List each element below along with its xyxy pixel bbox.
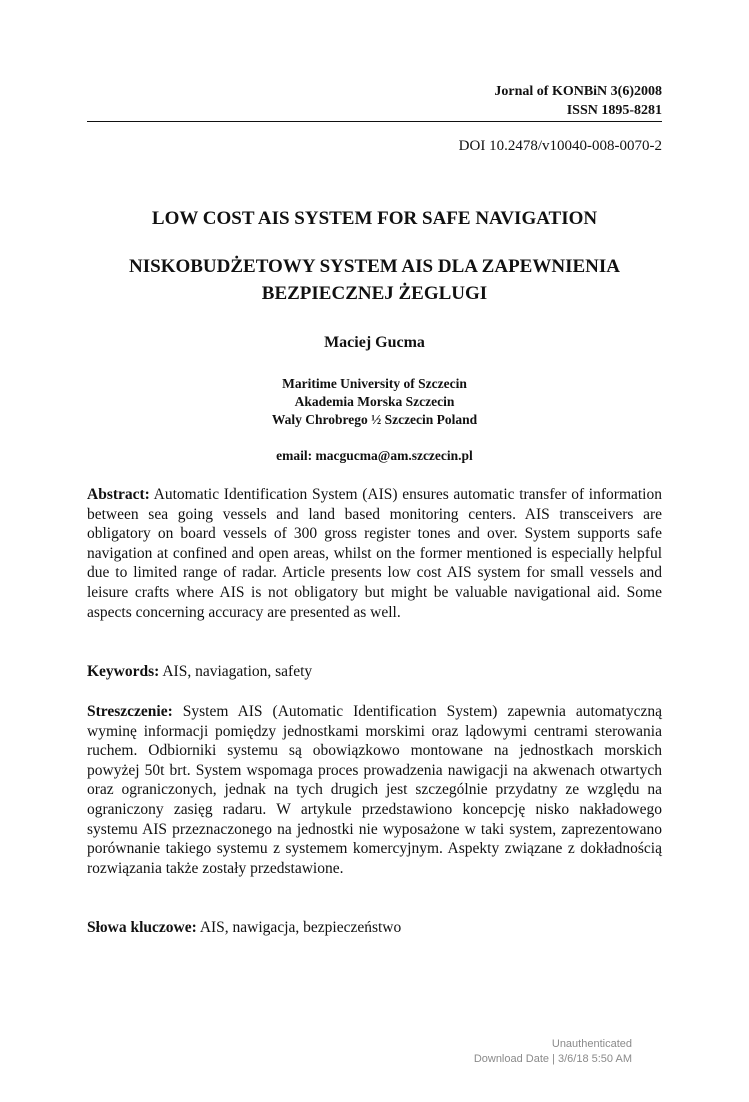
affiliation-line: Akademia Morska Szczecin (294, 394, 455, 409)
paper-title-en: LOW COST AIS SYSTEM FOR SAFE NAVIGATION (151, 208, 598, 229)
footer-download-date: Download Date | 3/6/18 5:50 AM (473, 1053, 632, 1065)
paper-title-pl-line1: NISKOBUDŻETOWY SYSTEM AIS DLA ZAPEWNIENIA (129, 256, 620, 277)
abstract-label: Abstract: (87, 486, 150, 503)
doi-line: DOI 10.2478/v10040-008-0070-2 (458, 138, 662, 154)
slowa-kluczowe-paragraph (87, 918, 662, 938)
journal-header (87, 82, 662, 122)
slowa-kluczowe-text: AIS, nawigacja, bezpieczeństwo (199, 919, 402, 936)
abstract-text: Automatic Identification System (AIS) ensures automatic transfer of information between sea going vessels and land based monitoring centers. AIS transceivers are obligatory on board vessels of 300 gross register tones and over. System supports safe navigation at confined and open areas, whilst on the former mentioned is especially helpful due to limited range of radar. Article presents low cost AIS system for small vessels and leisure crafts where AIS is not obligatory but might be valuable navigational aid. Some aspects concerning accuracy are presented as well. (87, 486, 662, 621)
journal-name: Jornal of KONBiN 3(6)2008 (494, 84, 662, 99)
slowa-kluczowe-label: Słowa kluczowe: (87, 919, 197, 936)
keywords-paragraph (87, 662, 662, 682)
title-block (87, 206, 662, 307)
footer-unauthenticated: Unauthenticated (551, 1038, 632, 1050)
streszczenie-text: System AIS (Automatic Identification System) zapewnia automatyczną wyminę informacji pomiędzy jednostkami morskimi oraz lądowymi centrami sterowania ruchem. Odbiorniki systemu są obowiązkowo montowane na jednostkach morskich powyżej 50t brt. System wspomaga proces prowadzenia nawigacji na akwenach otwartych oraz ograniczonych, jednak na tych drugich jest szczególnie przydatny ze względu na ograniczony zasięg radaru. W artykule przedstawiono koncepcję nisko nakładowego systemu AIS przeznaczonego na jednostki nie wyposażone w taki system, zaprezentowano porównanie takiego systemu z systemem komercyjnym. Aspekty związane z dokładnością rozwiązania także zostały przedstawione. (87, 703, 662, 877)
keywords-text: AIS, naviagation, safety (162, 663, 313, 680)
header-divider (87, 121, 662, 122)
streszczenie-paragraph (87, 702, 662, 878)
keywords-label: Keywords: (87, 663, 160, 680)
author-name: Maciej Gucma (324, 334, 425, 351)
author-email: email: macgucma@am.szczecin.pl (276, 448, 473, 463)
paper-title-pl-line2: BEZPIECZNEJ ŻEGLUGI (261, 283, 488, 304)
affiliation-block (87, 375, 662, 429)
streszczenie-label: Streszczenie: (87, 703, 173, 720)
affiliation-line: Waly Chrobrego ½ Szczecin Poland (271, 412, 478, 427)
affiliation-line: Maritime University of Szczecin (282, 376, 467, 391)
download-footer (474, 1037, 632, 1067)
paper-title-pl (87, 253, 662, 307)
journal-issn: ISSN 1895-8281 (566, 103, 662, 118)
abstract-paragraph (87, 485, 662, 622)
